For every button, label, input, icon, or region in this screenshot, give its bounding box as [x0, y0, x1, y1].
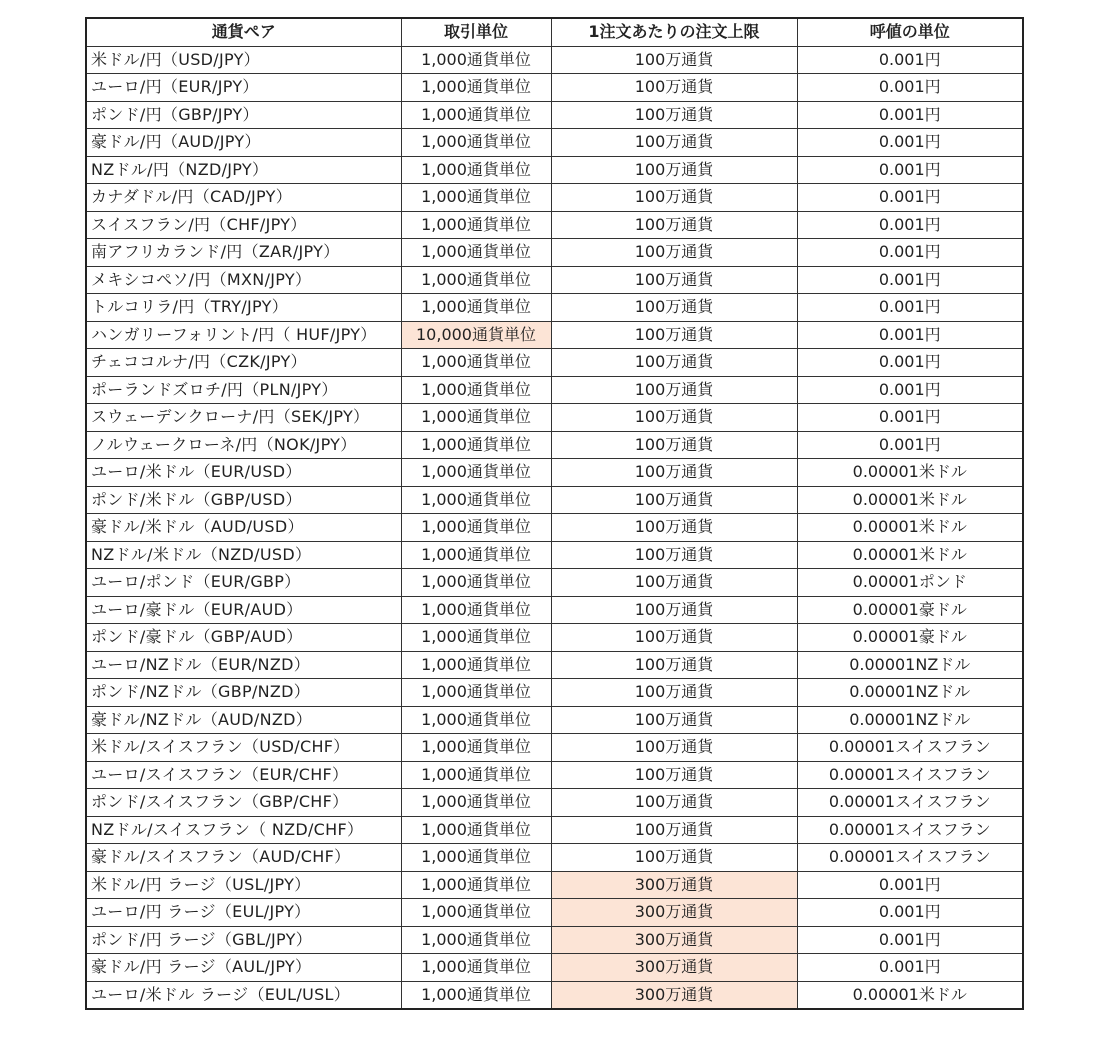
- cell-order-limit: 100万通貨: [551, 156, 797, 184]
- cell-trade-unit: 1,000通貨単位: [401, 926, 551, 954]
- cell-tick-size: 0.001円: [797, 211, 1023, 239]
- cell-order-limit: 100万通貨: [551, 184, 797, 212]
- header-tick-size: 呼値の単位: [797, 18, 1023, 46]
- cell-currency-pair: 南アフリカランド/円（ZAR/JPY）: [86, 239, 401, 267]
- cell-tick-size: 0.00001豪ドル: [797, 596, 1023, 624]
- cell-order-limit: 100万通貨: [551, 211, 797, 239]
- cell-tick-size: 0.001円: [797, 349, 1023, 377]
- cell-trade-unit: 1,000通貨単位: [401, 101, 551, 129]
- cell-currency-pair: カナダドル/円（CAD/JPY）: [86, 184, 401, 212]
- cell-currency-pair: スイスフラン/円（CHF/JPY）: [86, 211, 401, 239]
- cell-order-limit: 100万通貨: [551, 101, 797, 129]
- cell-tick-size: 0.00001米ドル: [797, 541, 1023, 569]
- cell-currency-pair: ポンド/NZドル（GBP/NZD）: [86, 679, 401, 707]
- table-row: [86, 706, 1023, 734]
- cell-tick-size: 0.001円: [797, 899, 1023, 927]
- cell-trade-unit: 1,000通貨単位: [401, 266, 551, 294]
- cell-currency-pair: 豪ドル/円 ラージ（AUL/JPY）: [86, 954, 401, 982]
- cell-currency-pair: 豪ドル/スイスフラン（AUD/CHF）: [86, 844, 401, 872]
- table-row: [86, 541, 1023, 569]
- cell-trade-unit: 1,000通貨単位: [401, 459, 551, 487]
- cell-tick-size: 0.00001豪ドル: [797, 624, 1023, 652]
- cell-trade-unit: 1,000通貨単位: [401, 46, 551, 74]
- cell-order-limit: 300万通貨: [551, 926, 797, 954]
- cell-trade-unit: 1,000通貨単位: [401, 129, 551, 157]
- cell-tick-size: 0.00001米ドル: [797, 514, 1023, 542]
- cell-order-limit: 300万通貨: [551, 871, 797, 899]
- cell-order-limit: 100万通貨: [551, 74, 797, 102]
- cell-tick-size: 0.001円: [797, 321, 1023, 349]
- cell-trade-unit: 1,000通貨単位: [401, 679, 551, 707]
- cell-currency-pair: ポンド/円（GBP/JPY）: [86, 101, 401, 129]
- cell-tick-size: 0.001円: [797, 431, 1023, 459]
- cell-trade-unit: 1,000通貨単位: [401, 404, 551, 432]
- cell-trade-unit: 1,000通貨単位: [401, 486, 551, 514]
- table-row: [86, 899, 1023, 927]
- table-row: [86, 651, 1023, 679]
- cell-currency-pair: ユーロ/ポンド（EUR/GBP）: [86, 569, 401, 597]
- cell-tick-size: 0.001円: [797, 239, 1023, 267]
- table-row: [86, 431, 1023, 459]
- cell-trade-unit: 1,000通貨単位: [401, 761, 551, 789]
- cell-tick-size: 0.001円: [797, 74, 1023, 102]
- table-row: [86, 156, 1023, 184]
- table-row: [86, 239, 1023, 267]
- table-row: [86, 954, 1023, 982]
- header-order-limit: 1注文あたりの注文上限: [551, 18, 797, 46]
- cell-order-limit: 100万通貨: [551, 761, 797, 789]
- cell-tick-size: 0.00001NZドル: [797, 651, 1023, 679]
- cell-tick-size: 0.00001ポンド: [797, 569, 1023, 597]
- cell-currency-pair: ユーロ/豪ドル（EUR/AUD）: [86, 596, 401, 624]
- cell-order-limit: 100万通貨: [551, 816, 797, 844]
- table-row: [86, 266, 1023, 294]
- cell-currency-pair: NZドル/スイスフラン（ NZD/CHF）: [86, 816, 401, 844]
- cell-order-limit: 100万通貨: [551, 844, 797, 872]
- cell-currency-pair: 米ドル/円（USD/JPY）: [86, 46, 401, 74]
- cell-order-limit: 100万通貨: [551, 404, 797, 432]
- cell-order-limit: 100万通貨: [551, 266, 797, 294]
- cell-trade-unit: 1,000通貨単位: [401, 596, 551, 624]
- cell-currency-pair: メキシコペソ/円（MXN/JPY）: [86, 266, 401, 294]
- cell-order-limit: 300万通貨: [551, 981, 797, 1009]
- cell-trade-unit: 1,000通貨単位: [401, 789, 551, 817]
- table-row: [86, 211, 1023, 239]
- header-currency-pair: 通貨ペア: [86, 18, 401, 46]
- header-trade-unit: 取引単位: [401, 18, 551, 46]
- table-row: [86, 871, 1023, 899]
- cell-order-limit: 100万通貨: [551, 486, 797, 514]
- cell-order-limit: 100万通貨: [551, 46, 797, 74]
- table-row: [86, 486, 1023, 514]
- cell-tick-size: 0.00001NZドル: [797, 706, 1023, 734]
- table-row: [86, 596, 1023, 624]
- cell-currency-pair: NZドル/米ドル（NZD/USD）: [86, 541, 401, 569]
- cell-order-limit: 100万通貨: [551, 514, 797, 542]
- cell-trade-unit: 1,000通貨単位: [401, 541, 551, 569]
- table-row: [86, 761, 1023, 789]
- cell-tick-size: 0.00001スイスフラン: [797, 816, 1023, 844]
- table-row: [86, 844, 1023, 872]
- cell-currency-pair: ユーロ/NZドル（EUR/NZD）: [86, 651, 401, 679]
- cell-tick-size: 0.00001米ドル: [797, 981, 1023, 1009]
- cell-order-limit: 100万通貨: [551, 376, 797, 404]
- cell-order-limit: 100万通貨: [551, 624, 797, 652]
- cell-trade-unit: 1,000通貨単位: [401, 376, 551, 404]
- cell-tick-size: 0.001円: [797, 376, 1023, 404]
- cell-order-limit: 100万通貨: [551, 431, 797, 459]
- table-row: [86, 734, 1023, 762]
- cell-tick-size: 0.001円: [797, 926, 1023, 954]
- cell-currency-pair: ポンド/スイスフラン（GBP/CHF）: [86, 789, 401, 817]
- cell-trade-unit: 1,000通貨単位: [401, 74, 551, 102]
- cell-currency-pair: チェココルナ/円（CZK/JPY）: [86, 349, 401, 377]
- cell-order-limit: 100万通貨: [551, 679, 797, 707]
- cell-currency-pair: スウェーデンクローナ/円（SEK/JPY）: [86, 404, 401, 432]
- cell-trade-unit: 1,000通貨単位: [401, 954, 551, 982]
- cell-tick-size: 0.001円: [797, 101, 1023, 129]
- cell-tick-size: 0.001円: [797, 184, 1023, 212]
- cell-trade-unit: 1,000通貨単位: [401, 431, 551, 459]
- cell-trade-unit: 1,000通貨単位: [401, 651, 551, 679]
- currency-pair-table: [85, 17, 1024, 1010]
- cell-currency-pair: ポンド/豪ドル（GBP/AUD）: [86, 624, 401, 652]
- cell-trade-unit: 1,000通貨単位: [401, 871, 551, 899]
- cell-order-limit: 100万通貨: [551, 734, 797, 762]
- cell-trade-unit: 1,000通貨単位: [401, 899, 551, 927]
- table-row: [86, 101, 1023, 129]
- cell-order-limit: 100万通貨: [551, 541, 797, 569]
- cell-order-limit: 100万通貨: [551, 651, 797, 679]
- table-row: [86, 981, 1023, 1009]
- cell-currency-pair: ポンド/米ドル（GBP/USD）: [86, 486, 401, 514]
- cell-trade-unit: 1,000通貨単位: [401, 294, 551, 322]
- cell-trade-unit: 1,000通貨単位: [401, 156, 551, 184]
- table-row: [86, 321, 1023, 349]
- cell-tick-size: 0.00001スイスフラン: [797, 761, 1023, 789]
- cell-tick-size: 0.001円: [797, 294, 1023, 322]
- cell-trade-unit: 1,000通貨単位: [401, 239, 551, 267]
- cell-trade-unit: 1,000通貨単位: [401, 981, 551, 1009]
- cell-order-limit: 100万通貨: [551, 321, 797, 349]
- table-row: [86, 129, 1023, 157]
- cell-tick-size: 0.00001スイスフラン: [797, 844, 1023, 872]
- cell-currency-pair: ユーロ/米ドル（EUR/USD）: [86, 459, 401, 487]
- cell-currency-pair: ユーロ/円 ラージ（EUL/JPY）: [86, 899, 401, 927]
- cell-tick-size: 0.00001スイスフラン: [797, 734, 1023, 762]
- cell-currency-pair: 豪ドル/円（AUD/JPY）: [86, 129, 401, 157]
- cell-tick-size: 0.00001NZドル: [797, 679, 1023, 707]
- cell-order-limit: 100万通貨: [551, 459, 797, 487]
- table-row: [86, 789, 1023, 817]
- cell-trade-unit: 1,000通貨単位: [401, 211, 551, 239]
- cell-trade-unit: 10,000通貨単位: [401, 321, 551, 349]
- table-row: [86, 459, 1023, 487]
- table-row: [86, 74, 1023, 102]
- cell-currency-pair: ユーロ/円（EUR/JPY）: [86, 74, 401, 102]
- cell-currency-pair: ユーロ/スイスフラン（EUR/CHF）: [86, 761, 401, 789]
- cell-tick-size: 0.001円: [797, 129, 1023, 157]
- table-row: [86, 349, 1023, 377]
- cell-currency-pair: ノルウェークローネ/円（NOK/JPY）: [86, 431, 401, 459]
- cell-order-limit: 100万通貨: [551, 129, 797, 157]
- table-row: [86, 816, 1023, 844]
- cell-order-limit: 100万通貨: [551, 596, 797, 624]
- cell-currency-pair: ハンガリーフォリント/円（ HUF/JPY）: [86, 321, 401, 349]
- cell-tick-size: 0.001円: [797, 156, 1023, 184]
- cell-order-limit: 100万通貨: [551, 349, 797, 377]
- table-body: [86, 46, 1023, 1009]
- cell-currency-pair: ポーランドズロチ/円（PLN/JPY）: [86, 376, 401, 404]
- cell-tick-size: 0.001円: [797, 871, 1023, 899]
- cell-trade-unit: 1,000通貨単位: [401, 706, 551, 734]
- cell-tick-size: 0.001円: [797, 954, 1023, 982]
- table-row: [86, 46, 1023, 74]
- table-row: [86, 624, 1023, 652]
- cell-currency-pair: 豪ドル/米ドル（AUD/USD）: [86, 514, 401, 542]
- table-row: [86, 376, 1023, 404]
- table-row: [86, 569, 1023, 597]
- cell-currency-pair: NZドル/円（NZD/JPY）: [86, 156, 401, 184]
- table-row: [86, 514, 1023, 542]
- cell-order-limit: 100万通貨: [551, 706, 797, 734]
- cell-order-limit: 300万通貨: [551, 899, 797, 927]
- cell-tick-size: 0.001円: [797, 46, 1023, 74]
- cell-currency-pair: 豪ドル/NZドル（AUD/NZD）: [86, 706, 401, 734]
- table-row: [86, 926, 1023, 954]
- cell-tick-size: 0.00001スイスフラン: [797, 789, 1023, 817]
- cell-tick-size: 0.00001米ドル: [797, 486, 1023, 514]
- table-row: [86, 404, 1023, 432]
- cell-trade-unit: 1,000通貨単位: [401, 349, 551, 377]
- cell-order-limit: 100万通貨: [551, 294, 797, 322]
- cell-currency-pair: トルコリラ/円（TRY/JPY）: [86, 294, 401, 322]
- cell-order-limit: 100万通貨: [551, 569, 797, 597]
- cell-trade-unit: 1,000通貨単位: [401, 734, 551, 762]
- cell-trade-unit: 1,000通貨単位: [401, 184, 551, 212]
- cell-currency-pair: 米ドル/スイスフラン（USD/CHF）: [86, 734, 401, 762]
- cell-currency-pair: 米ドル/円 ラージ（USL/JPY）: [86, 871, 401, 899]
- cell-order-limit: 100万通貨: [551, 239, 797, 267]
- cell-currency-pair: ユーロ/米ドル ラージ（EUL/USL）: [86, 981, 401, 1009]
- table-row: [86, 679, 1023, 707]
- table-row: [86, 184, 1023, 212]
- header-row: [86, 18, 1023, 46]
- cell-trade-unit: 1,000通貨単位: [401, 816, 551, 844]
- cell-trade-unit: 1,000通貨単位: [401, 514, 551, 542]
- cell-trade-unit: 1,000通貨単位: [401, 844, 551, 872]
- cell-trade-unit: 1,000通貨単位: [401, 569, 551, 597]
- cell-trade-unit: 1,000通貨単位: [401, 624, 551, 652]
- cell-tick-size: 0.001円: [797, 266, 1023, 294]
- table-row: [86, 294, 1023, 322]
- cell-order-limit: 100万通貨: [551, 789, 797, 817]
- cell-tick-size: 0.001円: [797, 404, 1023, 432]
- cell-currency-pair: ポンド/円 ラージ（GBL/JPY）: [86, 926, 401, 954]
- cell-tick-size: 0.00001米ドル: [797, 459, 1023, 487]
- cell-order-limit: 300万通貨: [551, 954, 797, 982]
